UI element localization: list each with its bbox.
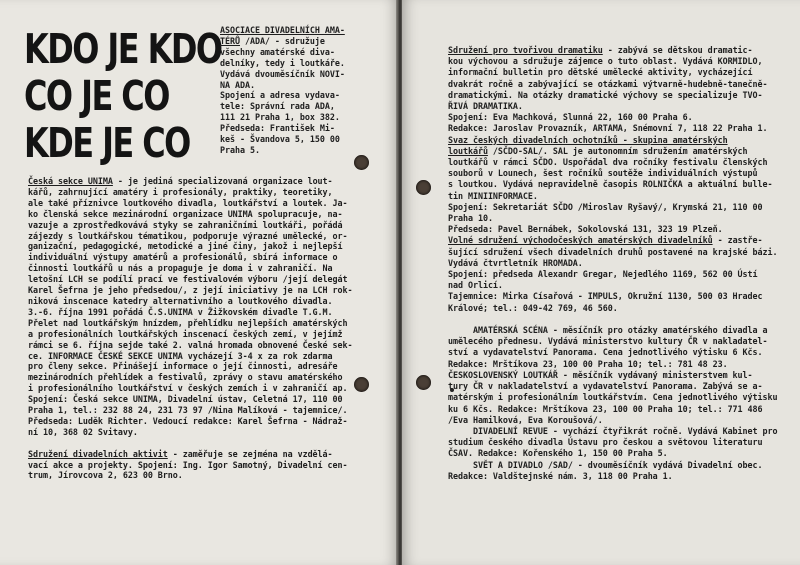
line-text: individuální výstupy amatérů a profesionálů, sbírá informace o [28,252,338,263]
line-text: trum, Jírovcova 2, 623 00 Brno. [28,470,183,481]
line-text: ce. INFORMACE ČESKÉ SEKCE UNIMA vycházejí 3-4 x za rok zdarma [28,350,333,361]
line-text: rámci se 6. října sejde také 2. valná hromada obnovené České sek- [28,339,353,350]
text-line [28,372,353,383]
text-line [220,58,345,69]
text-line [28,263,353,274]
line-text: Tajemnice: Mirka Císařová - IMPULS, Okružní 1130, 500 03 Hradec [448,291,763,302]
text-line [28,394,353,405]
text-line [448,101,777,112]
line-text: ko členská sekce mezinárodní organizace UNIMA spolupracuje, na- [28,208,343,219]
text-line [220,36,345,47]
text-line [448,415,777,426]
line-text: souborů v Lounech, šest ročníků soutěže individuálních výstupů [448,168,758,179]
text-line [220,69,345,80]
left-page [0,0,398,565]
text-line [448,157,777,168]
line-text: Vydává dvouměsíčník NOVI- [220,68,345,79]
line-text: matérským i profesionálním loutkářstvím. Cena jednotlivého výtisku [448,392,778,403]
text-line [220,123,345,134]
line-text: nad Orlicí. [448,280,503,291]
line-text [448,314,453,324]
text-line [28,274,353,285]
line-text: ku 6 Kčs. Redakce: Mrštíkova 23, 100 00 Praha 10; tel.: 771 486 [448,403,763,414]
text-line [448,258,777,269]
text-line [28,340,353,351]
text-line [448,426,777,437]
text-line [28,296,353,307]
line-text: /SČDO-SAL/. SAL je autonomním sdružením amatérských [487,145,748,156]
line-text: ŘIVÁ DRAMATIKA. [448,101,523,112]
text-line [220,101,345,112]
line-text: Přelet nad loutkářským hnízdem, přehlídku nejlepších amatérských [28,317,348,328]
text-line [448,67,777,78]
line-text: /Eva Hamilková, Eva Koroušová/. [448,414,603,425]
text-line [28,198,353,209]
text-line [28,383,353,394]
line-text: Redakce: Valdštejnské nám. 3, 118 00 Praha 1. [448,470,673,481]
line-text: - je jediná specializovaná organizace lout- [112,176,333,186]
text-line [448,359,777,370]
punch-hole [416,375,431,390]
heading-text: Česká sekce UNIMA [28,176,113,186]
line-text: NA ADA. [220,79,255,90]
right-body-text [448,45,777,482]
line-text: kou výchovou a sdružuje zájemce o tuto oblast. Vydává KORMIDLO, [448,56,763,67]
text-line [28,285,353,296]
line-text: /ADA/ - sdružuje [239,35,325,46]
line-text: ČSAV. Redakce: Kořenského 1, 150 00 Praha 5. [448,448,668,459]
text-line [448,45,777,56]
title-line: CO JE CO [24,72,169,120]
line-text: niková inscenace katedry alternativního a loutkového divadla. [28,295,333,306]
text-line [28,405,353,416]
text-line [220,47,345,58]
line-text: informační bulletin pro dětské umělecké aktivity, vycházející [448,67,753,78]
text-line [448,235,777,246]
line-text: Karel Šefrna je jeho předsedou/, z její iniciativy je na LCH rok- [28,285,353,296]
line-text: ganizační, pedagogické, metodické a jiné činy, jakož i nejlepší [28,241,343,252]
punch-hole [354,377,369,392]
text-line [448,404,777,415]
line-text: činnosti loutkářů u nás a propaguje je doma i v zahraničí. Na [28,263,333,274]
text-line [28,416,353,427]
punch-hole [416,180,431,195]
text-line [448,146,777,157]
text-line [28,241,353,252]
text-line [448,280,777,291]
heading-text: Volné sdružení východočeských amatérských divadelníků [448,235,713,246]
line-text: a profesionálních loutkářských inscenací českých zemí, v jejímž [28,328,343,339]
text-line [28,318,353,329]
text-line [448,123,777,134]
line-text: - zabývá se dětskou dramatic- [602,45,753,55]
text-line [448,392,777,403]
line-text: pro členy sekce. Přinášejí informace o její činnosti, adresáře [28,361,338,372]
text-line [448,168,777,179]
line-text: tin MINIINFORMACE. [448,190,538,201]
line-text: SVĚT A DIVADLO /SAD/ - dvouměsíčník vydává Divadelní obec. [448,459,763,470]
line-text: 111 21 Praha 1, box 382. [220,112,340,123]
text-line [448,336,777,347]
text-line [448,448,777,459]
text-line [448,112,777,123]
text-line [448,224,777,235]
heading-text: Sdružení pro tvořivou dramatiku [448,45,603,55]
title-line: KDO JE KDO [24,25,222,73]
text-line [448,471,777,482]
ada-sidebar-text [220,25,345,156]
text-line [28,329,353,340]
text-line [448,325,777,336]
line-text: vací akce a projekty. Spojení: Ing. Igor Samotný, Divadelní cen- [28,459,348,470]
line-text: ČESKOSLOVENSKÝ LOUTKÁŘ - měsíčník vydávaný ministerstvem kul- [448,369,753,380]
text-line [28,176,353,187]
text-line [448,179,777,190]
text-line [28,231,353,242]
text-line [28,220,353,231]
line-text: dramatickými. Na otázky dramatické výchovy se specializuje TVO- [448,89,763,100]
line-text: s loutkou. Vydává nepravidelně časopis ROLNIČKA a aktuální bulle- [448,179,773,190]
text-line [448,90,777,101]
text-line [28,307,353,318]
page-title [24,25,222,167]
text-line [448,247,777,258]
right-page [402,0,800,565]
text-line [28,361,353,372]
text-line [448,213,777,224]
line-text: kářů, zahrnující amatéry i profesionály, praktiky, teoretiky, [28,186,333,197]
text-line [220,112,345,123]
text-line [28,438,353,449]
line-text: šující sdružení všech divadelních druhů postavené na krajské bázi. [448,246,778,257]
text-line [28,470,353,481]
left-body-text [28,176,353,481]
line-text: - zaměřuje se zejména na vzdělá- [167,448,333,459]
text-line [448,56,777,67]
line-text: Redakce: Jaroslav Provazník, ARTAMA, Snémovní 7, 118 22 Praha 1. [448,123,768,134]
line-text: dvakrát ročně a zabývající se otázkami výtvarně-hudebně-tanečně- [448,78,768,89]
text-line [448,314,777,325]
text-line [28,351,353,362]
text-line [448,202,777,213]
line-text: - zastře- [712,235,763,246]
text-line [28,209,353,220]
line-text: Předseda: František Mi- [220,123,335,134]
line-text: ství a vydavatelství Panorama. Cena jednotlivého výtisku 6 Kčs. [448,347,763,358]
line-text: Praha 10. [448,213,493,224]
punch-hole [354,155,369,170]
text-line [448,381,777,392]
line-text: Spojení a adresa vydava- [220,90,340,101]
text-line [448,437,777,448]
text-line [220,25,345,36]
text-line [448,269,777,280]
line-text: ale také příznivce loutkového divadla, loutkářství a loutek. Ja- [28,197,348,208]
line-text: Spojení: Sekretariát SČDO /Miroslav Ryšavý/, Krymská 21, 110 00 [448,201,763,212]
line-text: Předseda: Luděk Richter. Vedoucí redakce: Karel Šefrna - Nádraž- [28,415,348,426]
text-line [220,145,345,156]
text-line [28,460,353,471]
line-text: tury ČR v nakladatelství a vydavatelství Panorama. Zabývá se a- [448,381,763,392]
text-line [28,427,353,438]
text-line [220,80,345,91]
line-text: AMATÉRSKÁ SCÉNA - měsíčník pro otázky amatérského divadla a [448,325,768,336]
line-text: Redakce: Mrštíkova 23, 100 00 Praha 10; tel.: 781 48 23. [448,358,728,369]
text-line [448,79,777,90]
heading-text: loutkářů [448,145,488,156]
line-text: letošní LCH se podílí prací ve festivalovém výboru /její delegát [28,274,348,285]
line-text [28,438,33,448]
text-line [448,135,777,146]
text-line [448,460,777,471]
line-text: všechny amatérské diva- [220,46,335,57]
line-text: vazuje a zprostředkovává styky se zahraničními loutkáři, pořádá [28,219,343,230]
line-text: Předseda: Pavel Bernábek, Sokolovská 131, 323 19 Plzeň. [448,224,723,235]
line-text: i profesionálního loutkářství v českých zemích i v zahraničí ap. [28,383,348,394]
line-text: Praha 1, tel.: 232 88 24, 231 73 97 /Nina Malíková - tajemnice/. [28,405,348,416]
line-text: ní 10, 368 02 Svitavy. [28,426,138,437]
line-text: studium českého divadla Ústavu pro českou a světovou literaturu [448,437,763,448]
line-text: zájezdy s loutkářskou tématikou, podporuje výrazné umělecké, or- [28,230,348,241]
text-line [448,303,777,314]
heading-text: ASOCIACE DIVADELNÍCH AMA- [220,25,345,35]
text-line [448,370,777,381]
line-text: 3.-6. října 1991 pořádá Č.S.UNIMA v Žižkovském divadle T.G.M. [28,306,333,317]
text-line [448,291,777,302]
line-text: DIVADELNÍ REVUE - vychází čtyřikrát ročně. Vydává Kabinet pro [448,425,778,436]
line-text: loutkářů v rámci SČDO. Uspořádal dva ročníky festivalu členských [448,157,768,168]
line-text: delníky, tedy i loutkáře. [220,57,345,68]
line-text: Vydává čtvrtletník HROMADA. [448,257,583,268]
heading-text: TÉRŮ [220,35,240,46]
text-line [448,191,777,202]
line-text: Praha 5. [220,144,260,155]
text-line [28,252,353,263]
heading-text: Svaz českých divadelních ochotníků - skupina amatérských [448,134,728,145]
line-text: tele: Správní rada ADA, [220,101,335,112]
line-text: umělecého přednesu. Vydává ministerstvo kultury ČR v nakladatel- [448,336,768,347]
text-line [448,347,777,358]
text-line [28,187,353,198]
heading-text: Sdružení divadelních aktivit [28,448,168,459]
line-text: Spojení: Česká sekce UNIMA, Divadelní ústav, Celetná 17, 110 00 [28,394,343,405]
line-text: keš - Švandova 5, 150 00 [220,134,340,145]
line-text: mezinárodních přehlídek a festivalů, zprávy o stavu amatérského [28,372,343,383]
text-line [220,134,345,145]
line-text: Spojení: Eva Machková, Slunná 22, 160 00 Praha 6. [448,112,693,123]
line-text: Králové; tel.: 049-42 769, 46 560. [448,302,618,313]
line-text: Spojení: předseda Alexandr Gregar, Nejedlého 1169, 562 00 Ústí [448,269,758,280]
text-line [28,449,353,460]
text-line [220,90,345,101]
title-line: KDE JE CO [24,119,190,167]
